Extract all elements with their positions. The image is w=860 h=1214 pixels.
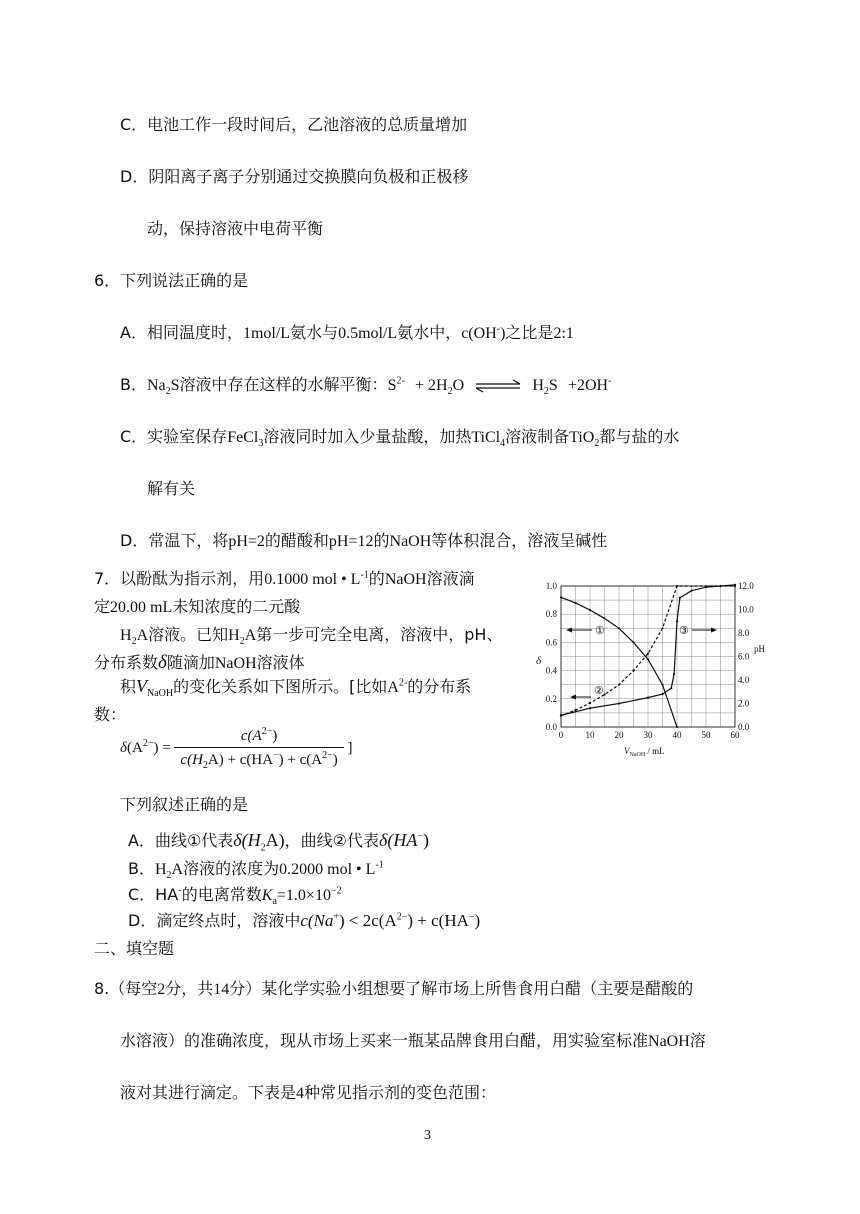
y-left-tick-label: 0.4 <box>545 665 557 676</box>
y-right-axis-label: pH <box>754 644 765 654</box>
question-8-line2: 水溶液）的准确浓度，现从市场上买来一瓶某品牌食用白醋，用实验室标准NaOH溶 <box>120 1031 706 1050</box>
y-right-tick-label: 8.0 <box>738 628 750 638</box>
series-3-point <box>679 597 681 599</box>
series-2-point <box>676 585 678 587</box>
y-left-tick-label: 0.6 <box>545 637 557 648</box>
titration-chart <box>528 572 778 768</box>
series-3-point <box>560 714 562 716</box>
y-left-axis-label: δ <box>536 655 542 667</box>
annotation-curve-3: ③ <box>679 625 689 637</box>
x-axis-label: $V_{NaOH}$ / mL <box>624 746 665 758</box>
series-1-point <box>632 641 634 643</box>
equilibrium-arrow-icon <box>473 379 523 393</box>
y-right-tick-label: 12.0 <box>738 581 754 591</box>
series-3-point <box>661 693 663 695</box>
series-2-point <box>589 702 591 704</box>
series-3-point <box>670 687 672 689</box>
series-1-point <box>603 617 605 619</box>
y-right-tick-label: 10.0 <box>738 604 754 615</box>
series-1-point <box>589 609 591 611</box>
section-2-heading: 二、填空题 <box>94 939 175 958</box>
option-5d-line1: D．阴阳离子离子分别通过交换膜向负极和正极移 <box>120 167 469 186</box>
question-8-line1: 8.（每空2分，共14分）某化学实验小组想要了解市场上所售食用白醋（主要是醋酸的 <box>94 979 694 998</box>
question-7-stem: 下列叙述正确的是 <box>120 795 249 814</box>
series-3-point <box>719 585 721 587</box>
series-1-point <box>574 602 576 604</box>
x-tick-label: 30 <box>643 730 653 740</box>
series-1-point <box>618 627 620 629</box>
option-6c-line1: C．实验室保存FeCl$_3$溶液同时加入少量盐酸，加热TiCl$_4$溶液制备TiO$_2$都与盐的水 <box>120 427 680 450</box>
series-3-point <box>618 702 620 704</box>
annotation-curve-1: ① <box>595 625 605 637</box>
series-1-point <box>647 658 649 660</box>
y-left-tick-label: 0.0 <box>545 722 557 732</box>
option-7b: B．$H_2A$溶液的浓度为0.2000 mol • $L^{-1}$ <box>128 859 384 882</box>
series-3-point <box>690 590 692 592</box>
y-left-tick-label: 0.8 <box>545 609 557 620</box>
x-tick-label: 60 <box>730 730 740 740</box>
series-3-point <box>676 620 678 622</box>
series-2-point <box>574 709 576 711</box>
x-tick-label: 10 <box>585 730 595 740</box>
question-7-line2: 定20.00 mL未知浓度的二元酸 <box>94 597 301 616</box>
question-7-line4: 分布系数δ随滴加NaOH溶液体 <box>94 652 305 673</box>
y-right-tick-label: 6.0 <box>738 651 750 662</box>
x-tick-label: 20 <box>614 730 624 740</box>
series-2-point <box>618 684 620 686</box>
question-6-stem: 6．下列说法正确的是 <box>94 271 249 290</box>
question-8-line3: 液对其进行滴定。下表是4种常见指示剂的变色范围： <box>120 1083 497 1102</box>
x-tick-label: 0 <box>558 730 564 740</box>
question-7-line6: 数： <box>94 705 127 724</box>
question-7-line5: 积$V_{NaOH}$的变化关系如下图所示。[比如$A^{2-}$的分布系 <box>120 676 472 700</box>
series-1-point <box>676 726 678 728</box>
series-3-point <box>734 584 736 586</box>
option-7c: C．HA-的电离常数$K_a=1.0\times 10^{-2}$ <box>128 885 342 908</box>
series-1-point <box>661 684 663 686</box>
annotation-curve-2: ② <box>594 685 604 697</box>
option-5c: C．电池工作一段时间后，乙池溶液的总质量增加 <box>120 115 468 134</box>
option-7d: D．滴定终点时，溶液中$c(Na^+) < 2c(A^{2-}) + c(HA^-)$ <box>128 911 481 930</box>
series-1-point <box>560 596 562 598</box>
x-tick-label: 50 <box>701 730 711 740</box>
question-7-line1: 7．以酚酞为指示剂，用0.1000 mol • $L^{-1}$的NaOH溶液滴 <box>94 569 475 588</box>
option-5d-line2: 动，保持溶液中电荷平衡 <box>147 219 324 238</box>
y-left-tick-label: 0.2 <box>545 693 557 704</box>
y-right-tick-label: 4.0 <box>738 675 750 685</box>
option-6c-line2: 解有关 <box>147 479 196 498</box>
series-3-point <box>647 697 649 699</box>
series-2-point <box>661 627 663 629</box>
series-3-point <box>589 707 591 709</box>
distribution-formula: $\delta(A^{2-})$ = $\frac{c(A^{2-})}{c(H_2A) + c(HA^-) + c(A^{2-})}$ ] <box>120 726 353 771</box>
series-3-point <box>673 673 675 675</box>
option-6d: D．常温下，将pH=2的醋酸和pH=12的NaOH等体积混合，溶液呈碱性 <box>120 531 608 550</box>
question-7-line3: $H_2A$溶液。已知$H_2A$第一步可完全电离，溶液中，pH、 <box>120 625 503 648</box>
series-2-point <box>647 653 649 655</box>
page-number: 3 <box>424 1128 431 1143</box>
y-right-tick-label: 0.0 <box>738 722 750 732</box>
series-3-point <box>705 586 707 588</box>
y-right-tick-label: 2.0 <box>738 698 750 709</box>
option-7a: A．曲线①代表$\delta(H_2A)$，曲线②代表δ(HA−) <box>128 830 430 854</box>
y-left-tick-label: 1.0 <box>545 581 557 591</box>
series-2-point <box>632 670 634 672</box>
option-6b: B．$Na_2S$溶液中存在这样的水解平衡：$S^{2-} + 2H_2O$ $H_2S +2OH^-$ <box>120 375 612 398</box>
option-6a: A．相同温度时，1mol/L氨水与0.5mol/L氨水中，c(OH-)之比是2:1 <box>120 323 574 342</box>
x-tick-label: 40 <box>672 730 682 740</box>
